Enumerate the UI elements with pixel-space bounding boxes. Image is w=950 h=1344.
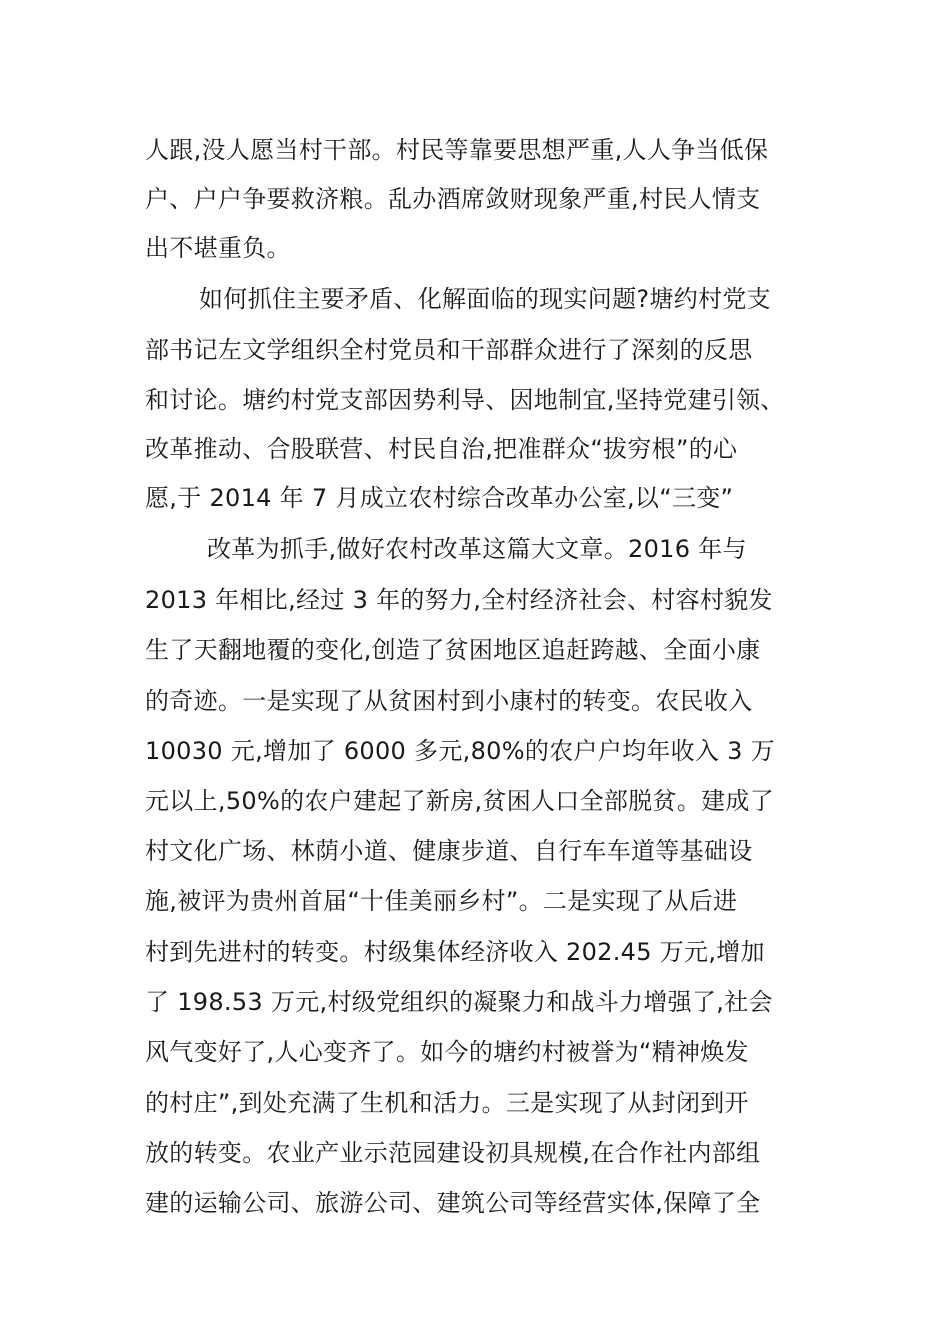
text-line: 部书记左文学组织全村党员和干部群众进行了深刻的反思 bbox=[145, 336, 753, 364]
text-line: 放的转变。农业产业示范园建设初具规模,在合作社内部组 bbox=[145, 1139, 761, 1167]
text-line: 愿,于 2014 年 7 月成立农村综合改革办公室,以“三变” bbox=[145, 484, 734, 512]
text-line: 如何抓住主要矛盾、化解面临的现实问题?塘约村党支 bbox=[199, 285, 771, 313]
text-line: 建的运输公司、旅游公司、建筑公司等经营实体,保障了全 bbox=[145, 1189, 761, 1217]
text-line: 出不堪重负。 bbox=[145, 234, 291, 262]
text-line: 10030 元,增加了 6000 多元,80%的农户户均年收入 3 万 bbox=[145, 737, 775, 765]
text-line: 2013 年相比,经过 3 年的努力,全村经济社会、村容村貌发 bbox=[145, 586, 773, 614]
text-line: 的村庄”,到处充满了生机和活力。三是实现了从封闭到开 bbox=[145, 1089, 749, 1117]
text-line: 的奇迹。一是实现了从贫困村到小康村的转变。农民收入 bbox=[145, 687, 753, 715]
text-line: 风气变好了,人心变齐了。如今的塘约村被誉为“精神焕发 bbox=[145, 1038, 749, 1066]
text-line: 改革为抓手,做好农村改革这篇大文章。2016 年与 bbox=[207, 535, 747, 563]
text-line: 施,被评为贵州首届“十佳美丽乡村”。二是实现了从后进 bbox=[145, 887, 738, 915]
text-line: 元以上,50%的农户建起了新房,贫困人口全部脱贫。建成了 bbox=[145, 787, 774, 815]
text-line: 生了天翻地覆的变化,创造了贫困地区追赶跨越、全面小康 bbox=[145, 636, 761, 664]
text-line: 村文化广场、林荫小道、健康步道、自行车车道等基础设 bbox=[145, 837, 753, 865]
text-line: 改革推动、合股联营、村民自治,把准群众“拔穷根”的心 bbox=[145, 435, 738, 463]
text-line: 村到先进村的转变。村级集体经济收入 202.45 万元,增加 bbox=[145, 938, 765, 966]
text-line: 和讨论。塘约村党支部因势利导、因地制宜,坚持党建引领、 bbox=[145, 386, 785, 414]
text-line: 了 198.53 万元,村级党组织的凝聚力和战斗力增强了,社会 bbox=[145, 988, 773, 1016]
text-line: 户、户户争要救济粮。乱办酒席敛财现象严重,村民人情支 bbox=[145, 185, 761, 213]
text-line: 人跟,没人愿当村干部。村民等靠要思想严重,人人争当低保 bbox=[145, 136, 769, 164]
